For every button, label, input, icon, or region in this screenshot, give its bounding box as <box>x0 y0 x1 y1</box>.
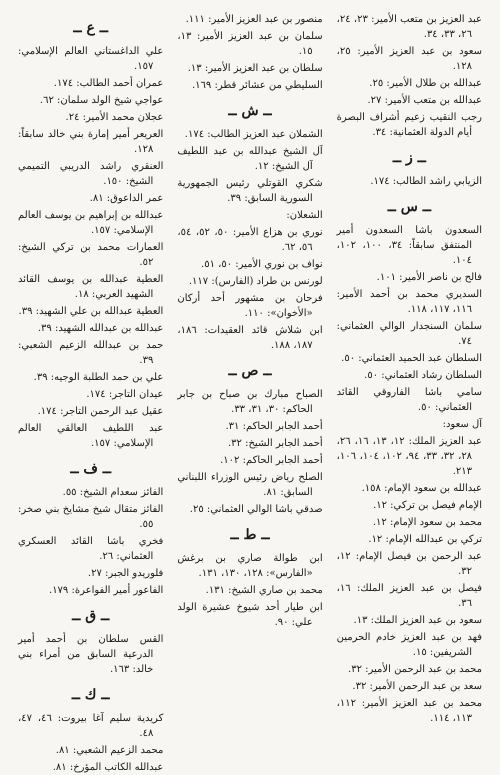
index-entry: صدقي باشا الوالي العثماني: ٢٥. <box>189 504 323 515</box>
index-entry: السلطان عبد الحميد العثماني: ٥٠. <box>341 353 482 364</box>
index-entry: سعود بن عبد العزيز الملك: ١٣. <box>353 615 482 626</box>
index-entry: الشعلان: <box>286 210 323 221</box>
index-entry: عبدالله الكاتب المؤرخ: ٨١. <box>52 762 164 773</box>
index-entry: الصباح مبارك بن صباح بن جابر الحاكم: ٣٠، ٣١، ٣٣. <box>177 389 323 415</box>
column-left <box>18 12 164 773</box>
letter-heading: ــ ع ــ <box>73 20 108 36</box>
index-entry: الفائز متقال شيخ مشايخ بني صخر: ٥٥. <box>18 504 164 530</box>
column-middle <box>177 12 322 694</box>
index-entry: حمد بن عبدالله الزعيم الشعبي: ٣٩. <box>18 340 164 366</box>
index-entry: السعدون باشا السعدون أمير المنتفق سابقاً: ٣٤، ١٠٠، ١٠٢، ١٠٤. <box>336 225 482 266</box>
index-entry: ابن طوالة صاري بن برغش «الفارس»: ١٢٨، ١٣٠، ١٣١. <box>177 553 323 579</box>
index-entry: عبد اللطيف العالقي العالم الإسلامي: ١٥٧. <box>18 423 164 449</box>
letter-heading: ــ ق ــ <box>72 608 110 624</box>
index-entry: لورنس بن طراد (الفارس): ١١٧. <box>188 276 323 287</box>
index-entry: منصور بن عبد العزيز الأمير: ١١١. <box>185 14 323 25</box>
index-entry: أحمد الجابر الحاكم: ٣١. <box>225 421 323 432</box>
index-entry: نوري بن هزاع الأمير: ٥٠، ٥٢، ٥٤، ٥٦، ٦٢. <box>177 227 323 253</box>
index-entry: علي الداغستاني العالم الإسلامي: ١٥٧. <box>18 46 164 72</box>
index-entry: فالح بن ناصر الأمير: ١٠١. <box>376 272 482 283</box>
index-entry: فيصل بن عبد العزيز الملك: ١٦، ٣٦. <box>336 583 482 609</box>
index-entry: الفاعور أمير الفواعرة: ١٧٩. <box>49 585 164 596</box>
index-entry: عبد العزيز الملك: ١٢، ١٣، ١٦، ٢٦، ٢٨، ٣٢، ٣٣، ٩٤، ١٠٢، ١٠٤، ١٠٦، ٢١٣. <box>336 436 483 477</box>
index-entry: ابن شلاش قائد العقيدات: ١٨٦، ١٨٧، ١٨٨. <box>177 325 323 351</box>
index-entry: عمر الداعوق: ٨١. <box>89 193 164 204</box>
index-entry: الشملان عبد العزيز الطالب: ١٧٤. <box>184 129 323 140</box>
letter-heading: ــ ز ــ <box>392 150 426 166</box>
index-entry: السلطان رشاد العثماني: ٥٠. <box>364 370 482 381</box>
index-entry: عقيل عبد الرحمن التاجر: ١٧٤. <box>37 406 164 417</box>
index-entry: تركي بن عبدالله الإمام: ١٢. <box>368 534 482 545</box>
index-entry: عبد الرحمن بن فيصل الإمام: ١٢، ٣٢. <box>336 551 482 577</box>
index-entry: علي بن حمد الطلبة الوجيه: ٣٩. <box>33 372 164 383</box>
index-entry: محمد بن صاري الشيخ: ١٣١. <box>205 585 323 596</box>
index-entry: عبدالله بن عبدالله الشهيد: ٣٩. <box>37 323 164 334</box>
letter-heading: ــ ف ــ <box>70 461 112 477</box>
index-entry: عبد العزيز بن متعب الأمير: ٢٣، ٢٤، ٢٦، ٣٣، ٣٤. <box>336 14 483 40</box>
index-entry: عواجي شيخ الولد سلمان: ٦٢. <box>39 95 164 106</box>
index-entry: سلمان بن عبد العزيز الأمير: ١٣، ١٥. <box>177 31 323 57</box>
letter-heading: ــ ط ــ <box>230 527 270 543</box>
index-entry: آل سعود: <box>442 419 482 430</box>
index-entry: محمد بن عبد الرحمن الأمير: ٣٢. <box>348 664 482 675</box>
index-entry: رجب النقيب زعيم أشراف البصرة أيام الدولة العثمانية: ٣٤. <box>336 112 482 138</box>
index-entry: الزيابي راشد الطالب: ١٧٤. <box>370 176 482 187</box>
index-entry: سعود بن عبد العزيز الأمير: ٢٥، ١٢٨. <box>336 46 482 72</box>
index-entry: فرحان بن مشهور أحد أركان «الأخوان»: ١١٠. <box>177 293 323 319</box>
index-entry: محمد الزعيم الشعبي: ٨١. <box>55 745 164 756</box>
index-entry: سلطان بن عبد العزيز الأمير: ١٣. <box>187 63 323 74</box>
index-entry: محمد بن عبد العزيز الأمير: ١١٢، ١١٣، ١١٤. <box>336 698 482 724</box>
letter-heading: ــ ك ــ <box>71 687 110 703</box>
index-entry: السليطي من عشائر قطر: ١٦٩. <box>191 80 323 91</box>
index-entry: سعد بن عبد الرحمن الأمير: ٣٢. <box>352 681 482 692</box>
letter-heading: ــ ش ــ <box>228 103 272 119</box>
index-entry: عبدالله بن سعود الإمام: ١٥٨. <box>361 483 482 494</box>
index-entry: العنقري راشد الدريبي التميمي الشيخ: ١٥٠. <box>18 161 164 187</box>
column-right <box>336 12 483 724</box>
index-entry: السديري محمد بن أحمد الأمير: ١١٦، ١١٧، ١١٨. <box>336 289 482 315</box>
index-entry: الإمام فيصل بن تركي: ١٢. <box>373 500 482 511</box>
index-entry: العريعر أمير إمارة بني خالد سابقاً: ١٢٨. <box>18 129 164 155</box>
index-entry: نواف بن نوري الأمير: ٥٠، ٥١. <box>201 259 323 270</box>
index-entry: فلوريدو الجبر: ٢٧. <box>87 568 164 579</box>
index-entry: آل الشيخ عبدالله بن عبد اللطيف آل الشيخ: ١٢. <box>177 146 323 172</box>
index-entry: عيدان التاجر: ١٧٤. <box>86 389 164 400</box>
index-entry: عبدالله بن متعب الأمير: ٢٧. <box>367 95 482 106</box>
index-entry: عبدالله بن إبراهيم بن يوسف العالم الإسلامي: ١٥٧. <box>18 210 164 236</box>
index-entry: عبدالله بن طلال الأمير: ٢٥. <box>369 78 482 89</box>
index-entry: القس سلطان بن أحمد أمير الدرعية السابق من أمراء بني خالد: ١٦٣. <box>18 634 164 675</box>
index-entry: عمران أحمد الطالب: ١٧٤. <box>53 78 164 89</box>
index-entry: الصلح رياض رئيس الوزراء اللبناني السابق: ٨١. <box>177 472 323 498</box>
index-entry: فخري باشا القائد العسكري العثماني: ٢٦. <box>18 536 164 562</box>
index-entry: أحمد الجابر الحاكم: ١٠٢. <box>220 455 323 466</box>
index-entry: سامي باشا الفاروقي القائد العثماني: ٥٠. <box>336 387 482 413</box>
index-entry: العمارات محمد بن تركي الشيخ: ٥٢. <box>18 242 164 268</box>
letter-heading: ــ ص ــ <box>228 363 272 379</box>
index-entry: شكري القوتلي رئيس الجمهورية السورية السابق: ٣٩. <box>177 178 323 204</box>
index-entry: فهد بن عبد العزيز خادم الحرمين الشريفين: ١٥. <box>336 632 482 658</box>
index-entry: ابن طيار أحد شيوخ عشيرة الولد علي: ٩٠. <box>177 602 323 628</box>
index-entry: كريدية سليم آغا بيروت: ٤٦، ٤٧، ٤٨. <box>18 713 164 739</box>
letter-heading: ــ س ــ <box>387 199 431 215</box>
index-entry: الفائز سعدام الشيخ: ٥٥. <box>62 487 164 498</box>
index-entry: العطية عبدالله بن يوسف القائد الشهيد العربي: ١٨. <box>18 274 164 300</box>
index-entry: سلمان السنجدار الوالي العثماني: ٧٤. <box>336 321 482 347</box>
index-entry: محمد بن سعود الإمام: ١٢. <box>372 517 482 528</box>
index-entry: أحمد الجابر الشيخ: ٣٢. <box>227 438 323 449</box>
index-entry: العطية عبدالله بن علي الشهيد: ٣٩. <box>18 306 164 317</box>
index-entry: عجلان محمد الأمير: ٢٤. <box>65 112 164 123</box>
